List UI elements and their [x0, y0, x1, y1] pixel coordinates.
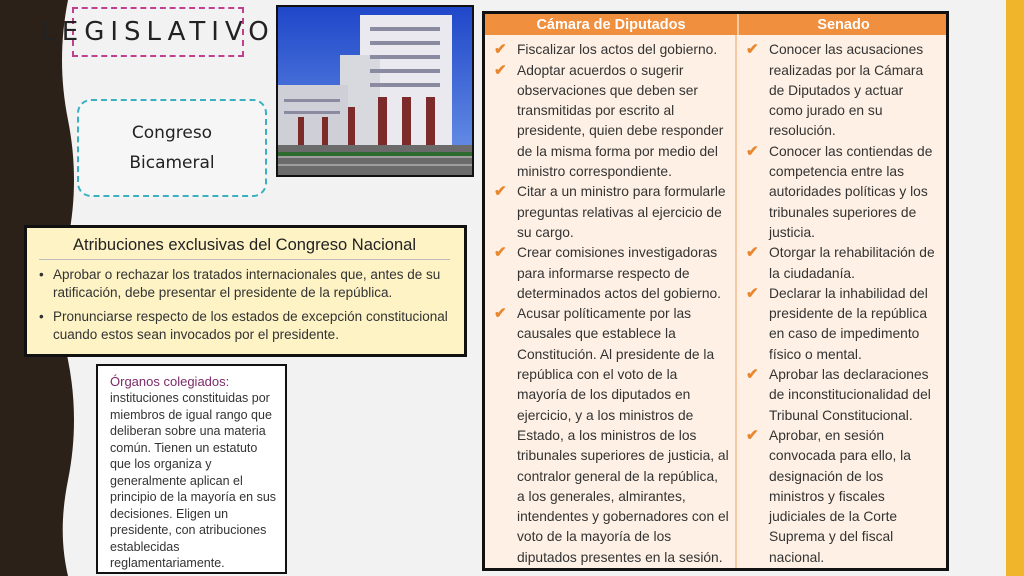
- list-item: [493, 40, 729, 60]
- check-icon: ✔: [494, 41, 507, 59]
- right-accent-stripe: [1006, 0, 1024, 576]
- item-text: Conocer las contiendas de competencia entre las autoridades políticas y los tribunales superiores de justicia.: [769, 143, 933, 240]
- item-text: Fiscalizar los actos del gobierno.: [517, 42, 718, 58]
- camara-column: [485, 35, 737, 568]
- table-body: [485, 35, 946, 568]
- check-icon: ✔: [494, 183, 507, 201]
- table-header: [485, 14, 946, 35]
- check-icon: ✔: [494, 305, 507, 323]
- atribuciones-box: [24, 225, 467, 357]
- check-icon: ✔: [746, 366, 759, 384]
- check-icon: ✔: [494, 61, 507, 79]
- congress-building-photo: [276, 5, 474, 177]
- list-item: [493, 304, 729, 568]
- item-text: Acusar políticamente por las causales que establece la Constitución. Al presidente de la república con el voto de la mayoría de los diputados en ejercicio, y a los ministros de Estado, a los ministros de los tribunales superiores de justicia, al contralor general de la república, a los generales, almirantes, intendentes y gobernadores con el voto de la mayoría de los diputados presentes en la sesión.: [517, 306, 729, 565]
- item-text: Declarar la inhabilidad del presidente de la república en caso de impedimento físico o mental.: [769, 285, 928, 362]
- item-text: Aprobar, en sesión convocada para ello, la designación de los ministros y fiscales judiciales de la Corte Suprema y del fiscal nacional.: [769, 427, 911, 565]
- header-camara: Cámara de Diputados: [485, 14, 739, 35]
- item-text: Citar a un ministro para formularle preguntas relativas al ejercicio de su cargo.: [517, 184, 726, 240]
- header-senado: Senado: [817, 16, 870, 33]
- organos-box: [96, 364, 287, 574]
- list-item: [493, 182, 729, 243]
- item-text: Conocer las acusaciones realizadas por la Cámara de Diputados y actuar como jurado en su resolución.: [769, 42, 924, 139]
- list-item: [745, 40, 940, 141]
- congreso-box: [77, 99, 267, 197]
- list-item: [745, 365, 940, 426]
- check-icon: ✔: [746, 41, 759, 59]
- list-item: [745, 243, 940, 284]
- check-icon: ✔: [494, 244, 507, 262]
- list-item: [493, 243, 729, 304]
- title-box: [41, 7, 275, 57]
- check-icon: ✔: [746, 244, 759, 262]
- congreso-line-2: Bicameral: [129, 153, 215, 173]
- atribuciones-item: • Pronunciarse respecto de los estados de excepción constitucional cuando estos sean invocados por el presidente.: [39, 308, 450, 344]
- list-item: [745, 284, 940, 365]
- list-item: [745, 426, 940, 568]
- check-icon: ✔: [746, 426, 759, 444]
- organos-title: Órganos colegiados:: [110, 374, 230, 389]
- item-text: Otorgar la rehabilitación de la ciudadanía.: [769, 245, 935, 281]
- item-text: Aprobar las declaraciones de inconstitucionalidad del Tribunal Constitucional.: [769, 367, 931, 423]
- page-title: LEGISLATIVO: [41, 17, 275, 47]
- atribuciones-title: Atribuciones exclusivas del Congreso Nacional: [39, 236, 450, 260]
- atribuciones-item: • Aprobar o rechazar los tratados internacionales que, antes de su ratificación, debe presentar el presidente de la república.: [39, 266, 450, 302]
- item-text: Adoptar acuerdos o sugerir observaciones que deben ser transmitidas por escrito al presidente, quien debe responder de la misma forma por medio del ministro correspondiente.: [517, 62, 724, 180]
- list-item: [493, 61, 729, 183]
- item-text: Crear comisiones investigadoras para informarse respecto de determinados actos del gobierno.: [517, 245, 722, 301]
- organos-text: instituciones constituidas por miembros de igual rango que deliberan sobre una materia común. Tienen un estatuto que los organiza y generalmente aplican el principio de la mayoría en sus decisiones. Eligen un presidente, con atribuciones establecidas reglamentariamente.: [110, 391, 277, 570]
- congreso-line-1: Congreso: [131, 123, 213, 143]
- list-item: [745, 142, 940, 243]
- check-icon: ✔: [746, 142, 759, 160]
- senado-column: [737, 35, 946, 568]
- check-icon: ✔: [746, 284, 759, 302]
- attributions-table: [482, 11, 949, 571]
